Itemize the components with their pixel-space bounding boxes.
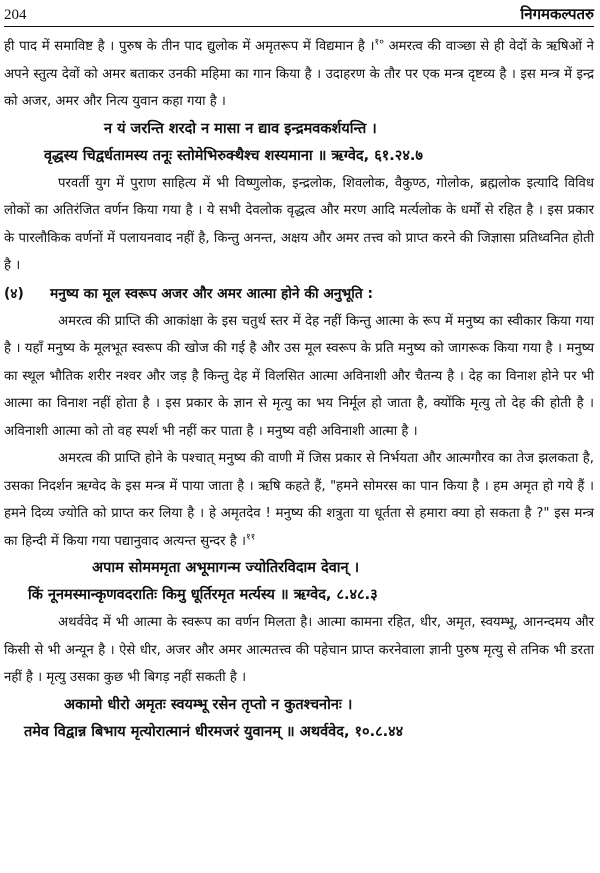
paragraph-2: परवर्ती युग में पुराण साहित्य में भी विष्णुलोक, इन्द्रलोक, शिवलोक, वैकुण्ठ, गोलोक, ब्रह्मलोक इत्यादि विविध लोकों का अतिरंजित वर्णन किया गया है । ये सभी देवलोक वृद्धत्व और मरण आदि मर्त्यलोक के धर्मों से रहित है । इस प्रकार के पारलौकिक वर्णनों में पलायनवाद नहीं है, किन्तु अनन्त, अक्षय और अमर तत्त्व को प्राप्त करने की जिज्ञासा प्रतिध्वनित होती है । bbox=[4, 175, 594, 273]
footnote-ref-10: १० bbox=[374, 37, 384, 48]
section-number: (४) bbox=[4, 285, 24, 302]
paragraph-4: अमरत्व की प्राप्ति होने के पश्चात् मनुष्य की वाणी में जिस प्रकार से निर्भयता और आत्मगौरव का तेज झलकता है, उसका निदर्शन ऋग्वेद के इस मन्त्र में पाया जाता है । ऋषि कहते हैं, "हमने सोमरस का पान किया है । हम अमृत हो गये हैं । हमने दिव्य ज्योति को प्राप्त कर लिया है । हे अमृतदेव ! मनुष्य की शत्रुता या धूर्तता से हमारा क्या हो सकता है ?" इस मन्त्र का हिन्दी में किया गया पद्यानुवाद अत्यन्त सुन्दर है ।$^{११}$ bbox=[4, 451, 594, 549]
paragraph-5: अथर्ववेद में भी आत्मा के स्वरूप का वर्णन मिलता है। आत्मा कामना रहित, धीर, अमृत, स्वयम्भू, आनन्दमय और किसी से भी अन्यून है । ऐसे धीर, अजर और अमर आत्मतत्त्व की पहेचान प्राप्त करनेवाला ज्ञानी पुरुष मृत्यु से तनिक भी डरता नहीं है । मृत्यु उसका कुछ भी बिगड़ नहीं सकती है । bbox=[4, 615, 594, 685]
verse-3-line-2: तमेव विद्वान्न बिभाय मृत्योरात्मानं धीरमजरं युवानम् ॥ अथर्ववेद, १०.८.४४ bbox=[24, 723, 404, 740]
header-rule bbox=[4, 26, 594, 27]
footnote-ref-11: ११ bbox=[245, 532, 256, 543]
paragraph-3: अमरत्व की प्राप्ति की आकांक्षा के इस चतुर्थ स्तर में देह नहीं किन्तु आत्मा के रूप में मनुष्य का स्वीकार किया गया है । यहाँ मनुष्य के मूलभूत स्वरूप की खोज की गई है और उस मूल स्वरूप के प्रति मनुष्य को जागरूक किया गया है । मनुष्य का स्थूल भौतिक शरीर नश्वर और जड़ है किन्तु देह में विलसित आत्मा अविनाशी और चैतन्य है । देह का विनाश होने पर भी आत्मा का विनाश नहीं होता है । इस प्रकार के ज्ञान से मृत्यु का भय निर्मूल हो जाता है, क्योंकि मृत्यु तो देह की होती है । अविनाशी आत्मा को तो वह स्पर्श भी नहीं कर पाता है । मनुष्य वही अविनाशी आत्मा है । bbox=[4, 313, 594, 439]
verse-2-line-1: अपाम सोमममृता अभूमागन्म ज्योतिरविदाम देवान् । bbox=[92, 560, 360, 576]
section-title: मनुष्य का मूल स्वरूप अजर और अमर आत्मा होने की अनुभूति : bbox=[50, 285, 374, 302]
page-header bbox=[4, 2, 594, 24]
running-title: निगमकल्पतरु bbox=[520, 5, 594, 23]
section-heading-4 bbox=[4, 280, 594, 308]
page-number: 204 bbox=[4, 7, 27, 23]
verse-3-line-1: अकामो धीरो अमृतः स्वयम्भू रसेन तृप्तो न कुतश्चनोनः । bbox=[64, 696, 353, 713]
verse-2-line-2: किं नूनमस्मान्कृणवदरातिः किमु धूर्तिरमृत मर्त्यस्य ॥ ऋग्वेद, ८.४८.३ bbox=[28, 587, 378, 603]
verse-1-line-1: न यं जरन्ति शरदो न मासा न द्याव इन्द्रमवकर्शयन्ति । bbox=[104, 120, 377, 137]
verse-1-line-2: वृद्धस्य चिद्वर्धतामस्य तनूः स्तोमेभिरुक्थैश्च शस्यमाना ॥ ऋग्वेद, ६१.२४.७ bbox=[44, 147, 423, 164]
paragraph-1: ही पाद में समाविष्ट है । पुरुष के तीन पाद द्युलोक में अमृतरूप में विद्यमान है ।$^{१०}$ अमरत्व की वाञ्छा से ही वेदों के ऋषिओं ने अपने स्तुत्य देवों को अमर बताकर उनकी महिमा का गान किया है । उदाहरण के तौर पर एक मन्त्र दृष्टव्य है । इस मन्त्र में इन्द्र को अजर, अमर और नित्य युवान कहा गया है । bbox=[4, 37, 594, 109]
